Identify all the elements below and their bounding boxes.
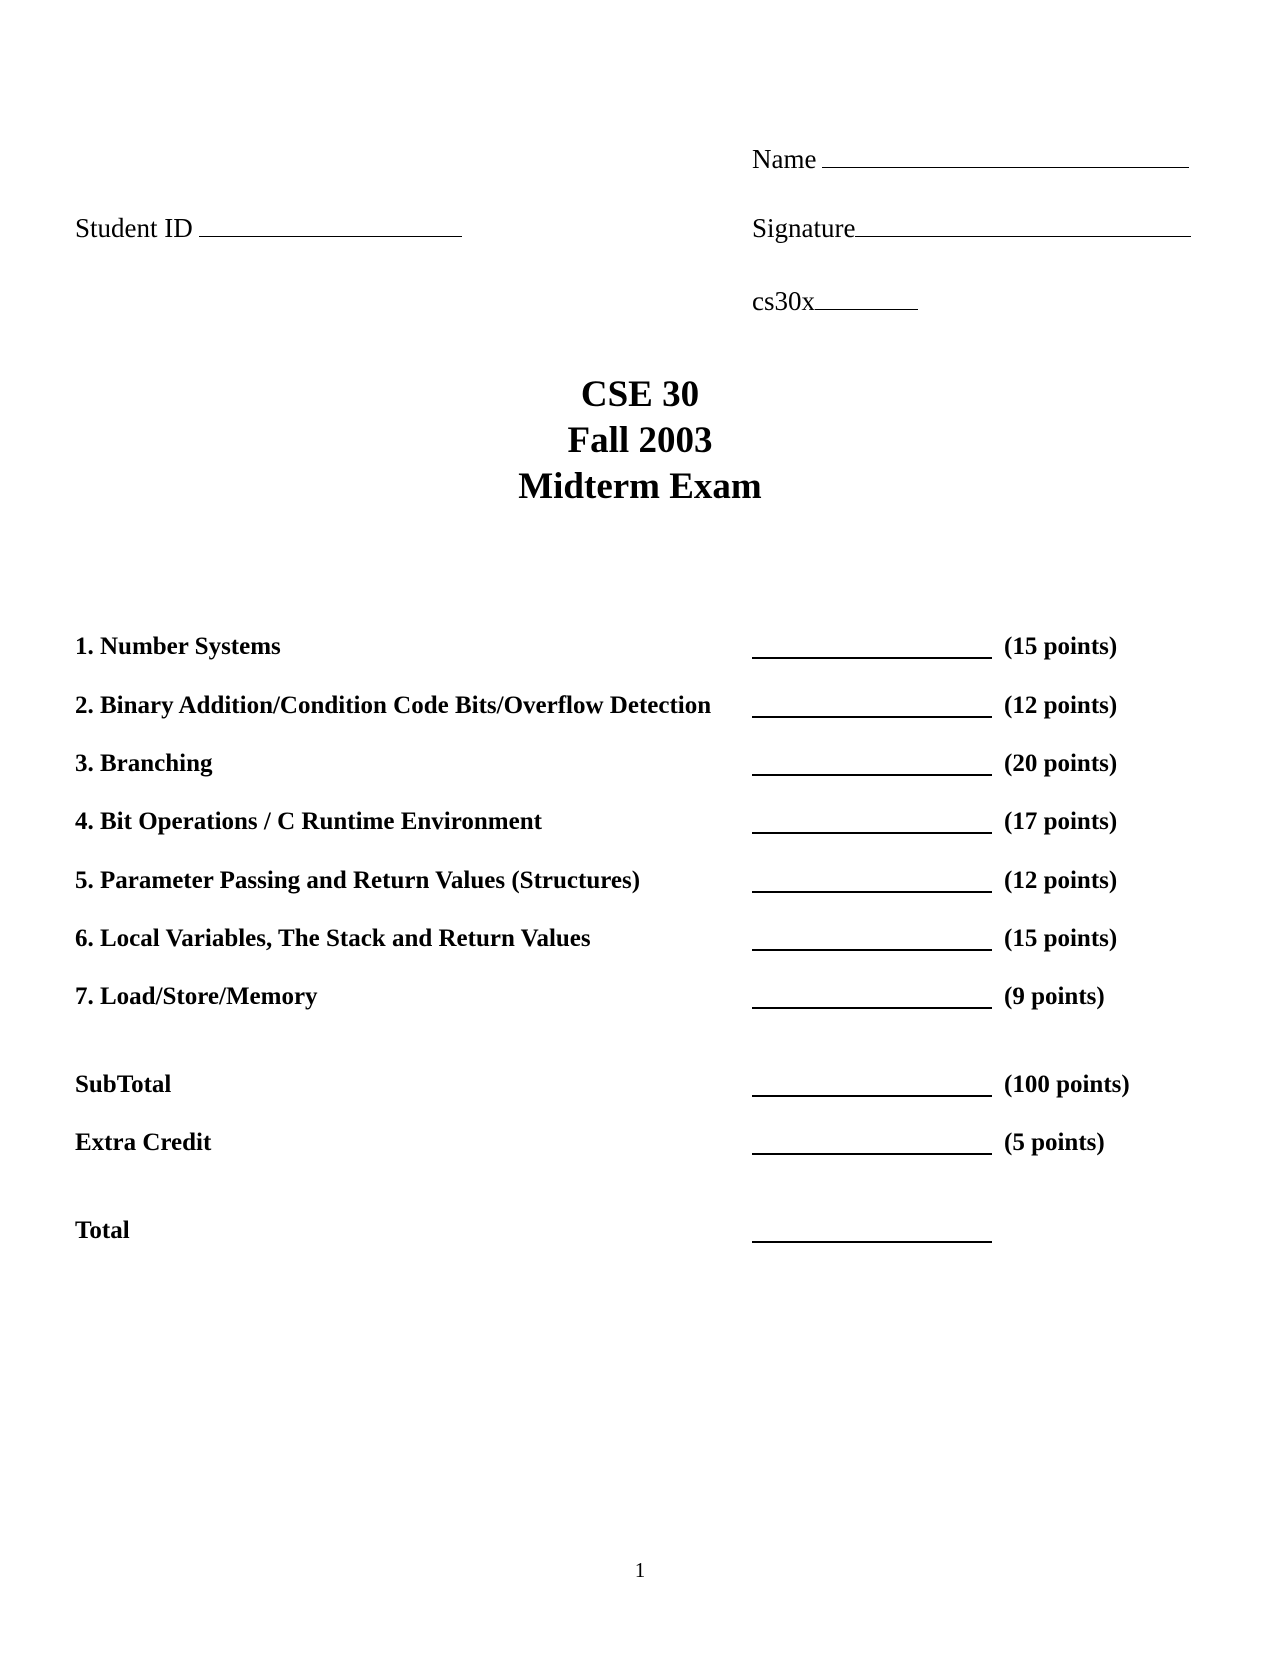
question-row [75, 631, 1205, 663]
question-points: (20 points) [1004, 750, 1118, 777]
account-blank[interactable] [815, 308, 918, 310]
student-id-label: Student ID [75, 213, 193, 243]
question-row [75, 981, 1205, 1013]
subtotal-label: SubTotal [75, 1071, 172, 1098]
question-row [75, 806, 1205, 838]
score-blank[interactable] [752, 891, 992, 893]
question-row [75, 690, 1205, 722]
score-blank[interactable] [752, 774, 992, 776]
extra-credit-row [75, 1127, 1205, 1159]
question-row [75, 923, 1205, 955]
extra-credit-points: (5 points) [1004, 1129, 1105, 1156]
question-points: (12 points) [1004, 692, 1118, 719]
question-label: 2. Binary Addition/Condition Code Bits/Overflow Detection [75, 692, 712, 719]
question-label: 4. Bit Operations / C Runtime Environment [75, 808, 542, 835]
subtotal-points: (100 points) [1004, 1071, 1130, 1098]
question-label: 1. Number Systems [75, 633, 281, 660]
student-id-field[interactable] [75, 212, 462, 244]
total-label: Total [75, 1217, 130, 1244]
name-label: Name [752, 144, 817, 174]
extra-credit-label: Extra Credit [75, 1129, 212, 1156]
score-blank[interactable] [752, 716, 992, 718]
name-field[interactable] [752, 143, 1189, 175]
student-id-blank[interactable] [199, 235, 462, 237]
term-title: Fall 2003 [567, 420, 713, 461]
question-points: (15 points) [1004, 633, 1118, 660]
question-label: 7. Load/Store/Memory [75, 983, 318, 1010]
subtotal-row [75, 1069, 1205, 1101]
page-number: 1 [634, 1558, 646, 1582]
exam-name-title: Midterm Exam [518, 466, 762, 507]
score-blank[interactable] [752, 832, 992, 834]
question-points: (9 points) [1004, 983, 1105, 1010]
signature-label: Signature [752, 213, 856, 243]
total-blank[interactable] [752, 1241, 992, 1243]
total-row [75, 1215, 1205, 1247]
account-field[interactable] [752, 285, 918, 317]
account-label: cs30x [752, 286, 815, 316]
score-blank[interactable] [752, 1007, 992, 1009]
subtotal-blank[interactable] [752, 1095, 992, 1097]
question-points: (15 points) [1004, 925, 1118, 952]
signature-blank[interactable] [855, 235, 1191, 237]
question-label: 6. Local Variables, The Stack and Return Values [75, 925, 591, 952]
name-blank[interactable] [822, 166, 1189, 168]
course-title: CSE 30 [580, 374, 700, 415]
exam-title [0, 372, 1280, 510]
question-label: 5. Parameter Passing and Return Values (Structures) [75, 867, 641, 894]
signature-field[interactable] [752, 212, 1191, 244]
question-points: (17 points) [1004, 808, 1118, 835]
question-row [75, 865, 1205, 897]
question-label: 3. Branching [75, 750, 213, 777]
score-blank[interactable] [752, 949, 992, 951]
score-blank[interactable] [752, 657, 992, 659]
extra-credit-blank[interactable] [752, 1153, 992, 1155]
question-points: (12 points) [1004, 867, 1118, 894]
question-row [75, 748, 1205, 780]
